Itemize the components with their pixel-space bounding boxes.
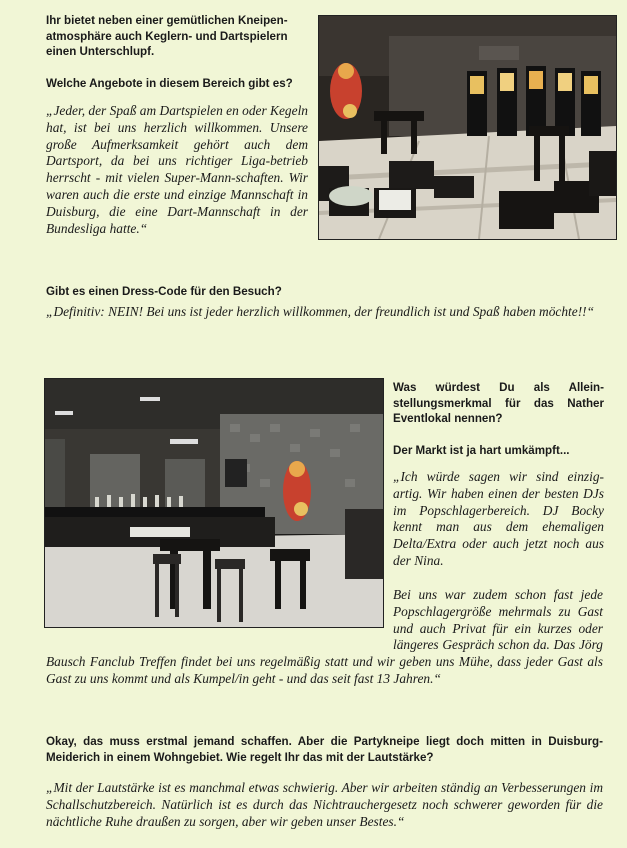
answer-noise: „Mit der Lautstärke ist es manchmal etwas schwierig. Aber wir arbeiten ständig an Verbesserungen im Schallschutzbereich. Natürlich ist es durch das Nichtrauchergesetz noch schwerer geworden für die nächtliche Ruhe draußen zu sorgen, aber wir geben unser Bestes.“ — [46, 780, 603, 829]
answer-star-guests-wrap — [46, 587, 603, 688]
question-dress-code: Gibt es einen Dress-Code für den Besuch? — [46, 285, 282, 298]
answer-unique-selling-point: „Ich würde sagen wir sind einzig-artig. Wir haben einen der besten DJs im Popschlagerbereich. DJ Bocky kennt man aus dem ehemaligen Delta/Extra oder auch jetzt noch aus der Nina. — [393, 469, 604, 568]
answer-dress-code: „Definitiv: NEIN! Bei uns ist jeder herzlich willkommen, der freundlich ist und Spaß haben möchte!!“ — [46, 304, 595, 319]
question-offers-intro: Ihr bietet neben einer gemütlichen Kneipen-atmosphäre auch Keglern- und Dartspielern einen Unterschlupf. — [46, 14, 288, 59]
question-noise: Okay, das muss erstmal jemand schaffen. Aber die Partykneipe liegt doch mitten in Duisburg-Meiderich in einem Wohngebiet. Wie regelt Ihr das mit der Lautstärke? — [46, 735, 603, 764]
answer-star-guests: Bei uns war zudem schon fast jede Popschlagergröße mehrmals zu Gast und auch Privat für ein kurzes oder längeres Gespräch schon da. Das Jörg Bausch Fanclub Treffen findet bei uns regelmäßig statt und wir geben uns Mühe, dass jeder Gast als Gast zu uns kommt und als Kumpel/in geht - und das seit fast 13 Jahren.“ — [46, 587, 603, 686]
question-market: Der Markt ist ja hart umkämpft... — [393, 444, 570, 457]
answer-offers: „Jeder, der Spaß am Dartspielen en oder Kegeln hat, ist bei uns herzlich willkommen. Unsere große Aufmerksamkeit gehört auch dem Dartsport, da bei uns richtiger Liga-betrieb herrscht - mit vielen Super-Mann-schaften. Wir waren auch die erste und einzige Mannschaft in Duisburg, die eine Dart-Mannschaft in der Bundesliga hatte.“ — [46, 103, 308, 236]
photo-dart-area — [318, 15, 617, 240]
question-unique-selling-point: Was würdest Du als Allein-stellungsmerkmal für das Nather Eventlokal nennen? — [393, 381, 604, 426]
question-offers: Welche Angebote in diesem Bereich gibt es? — [46, 77, 293, 90]
